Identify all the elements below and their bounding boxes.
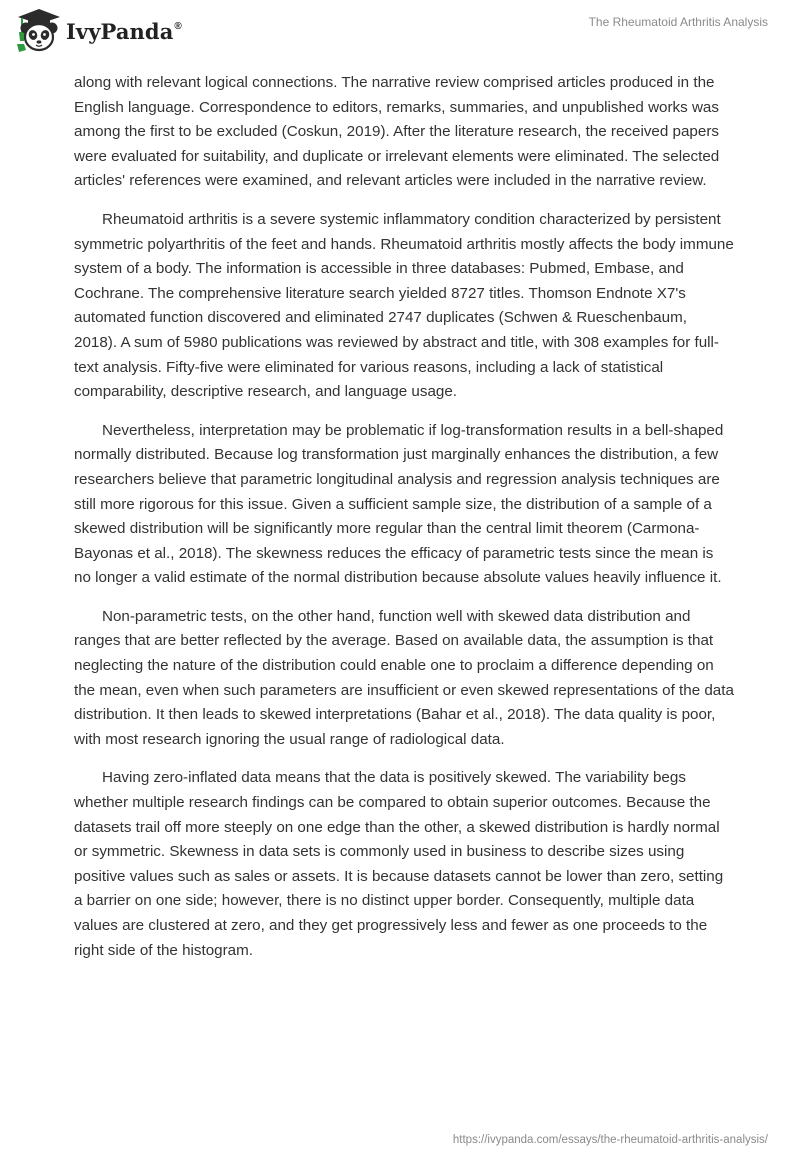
- paragraph: Non-parametric tests, on the other hand, function well with skewed data distribution and ranges that are better reflected by the average. Based on available data, the assumption is that neglecting the nature of the distribution could enable one to proclaim a difference depending on the mean, even when such parameters are insufficient or even skewed representations of the data distribution. It then leads to skewed interpretations (Bahar et al., 2018). The data quality is poor, with most research ignoring the usual range of radiological data.: [74, 607, 734, 748]
- document-title: The Rheumatoid Arthritis Analysis: [588, 15, 768, 29]
- paragraph: Having zero-inflated data means that the data is positively skewed. The variability begs whether multiple research findings can be compared to obtain superior outcomes. Because the datasets trail off more steeply on one edge than the other, a skewed distribution is hardly normal or symmetric. Skewness in data sets is commonly used in business to describe sizes using positive values such as sales or assets. It is because datasets cannot be lower than zero, setting a barrier on one side; however, there is no distinct upper border. Consequently, multiple data values are clustered at zero, and they get progressively less and fewer as one proceeds to the right side of the histogram.: [74, 769, 724, 959]
- essay-body: [74, 71, 734, 977]
- footer-url-link[interactable]: https://ivypanda.com/essays/the-rheumatoid-arthritis-analysis/: [452, 1134, 768, 1146]
- registered-mark: ®: [174, 20, 182, 32]
- paragraph: Rheumatoid arthritis is a severe systemic inflammatory condition characterized by persistent symmetric polyarthritis of the feet and hands. Rheumatoid arthritis mostly affects the body immune system of a body. The information is accessible in three databases: Pubmed, Embase, and Cochrane. The comprehensive literature search yielded 8727 titles. Thomson Endnote X7's automated function discovered and eliminated 2747 duplicates (Schwen & Rueschenbaum, 2018). A sum of 5980 publications was reviewed by abstract and title, with 308 examples for full-text analysis. Fifty-five were eliminated for various reasons, including a lack of statistical comparability, descriptive research, and language usage.: [74, 210, 734, 401]
- paragraph: Nevertheless, interpretation may be problematic if log-transformation results in a bell-shaped normally distributed. Because log transformation just marginally enhances the distribution, a few researchers believe that parametric longitudinal analysis and regression analysis techniques are still more rigorous for this issue. Given a sufficient sample size, the distribution of a sample of a skewed distribution will be significantly more regular than the central limit theorem (Carmona-Bayonas et al., 2018). The skewness reduces the efficacy of parametric tests since the mean is no longer a valid estimate of the normal distribution because absolute values heavily influence it.: [74, 421, 724, 587]
- paragraph: along with relevant logical connections. The narrative review comprised articles produced in the English language. Correspondence to editors, remarks, summaries, and unpublished works was among the first to be excluded (Coskun, 2019). After the literature research, the received papers were evaluated for suitability, and duplicate or irrelevant elements were eliminated. The selected articles' references were examined, and relevant articles were included in the narrative review.: [74, 74, 720, 190]
- brand-logo[interactable]: [14, 6, 182, 54]
- page-header: [0, 0, 800, 60]
- panda-graduate-logo-icon: [14, 6, 64, 54]
- brand-name: IvyPanda®: [66, 18, 182, 44]
